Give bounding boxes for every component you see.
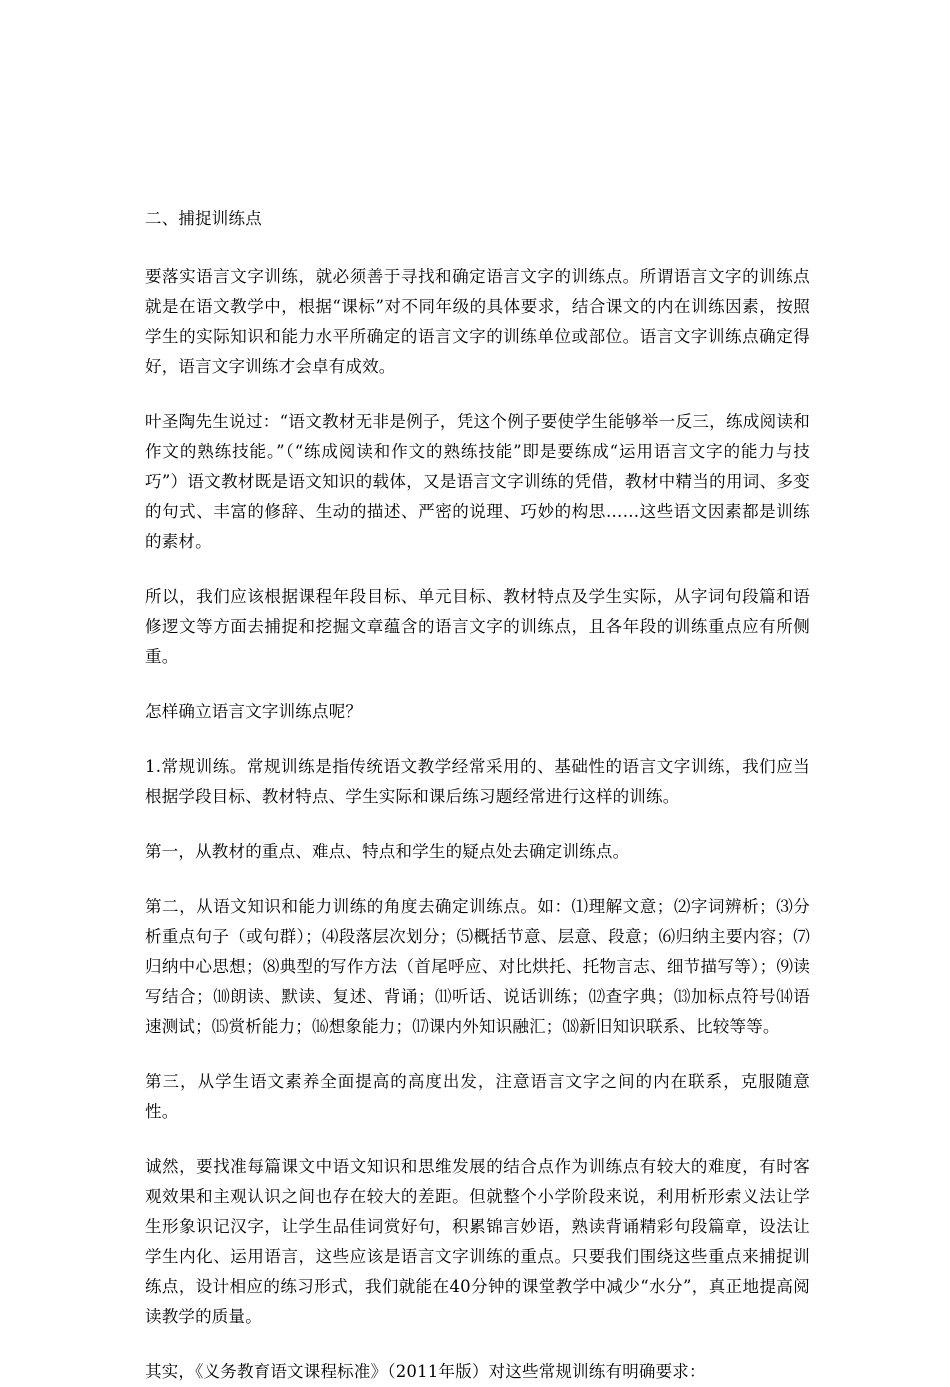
paragraph-therefore: 所以，我们应该根据课程年段目标、单元目标、教材特点及学生实际，从字词句段篇和语修逻文等方面去捕捉和挖掘文章蕴含的语言文字的训练点，且各年段的训练重点应有所侧重。 bbox=[145, 587, 810, 666]
paragraph-question: 怎样确立语言文字训练点呢？ bbox=[145, 702, 363, 721]
paragraph-training-point-definition: 要落实语言文字训练，就必须善于寻找和确定语言文字的训练点。所谓语言文字的训练点就是在语文教学中，根据“课标”对不同年级的具体要求，结合课文的内在训练因素，按照学生的实际知识和能力水平所确定的语言文字的训练单位或部位。语言文字训练点确定得好，语言文字训练才会卓有成效。 bbox=[145, 267, 810, 376]
paragraph-indeed: 诚然，要找准每篇课文中语文知识和思维发展的结合点作为训练点有较大的难度，有时客观效果和主观认识之间也存在较大的差距。但就整个小学阶段来说，利用析形索义法让学生形象识记汉字，让学生品佳词赏好句，积累锦言妙语，熟读背诵精彩句段篇章，设法让学生内化、运用语言，这些应该是语言文字训练的重点。只要我们围绕这些重点来捕捉训练点，设计相应的练习形式，我们就能在40分钟的课堂教学中减少“水分”，真正地提高阅读教学的质量。 bbox=[145, 1157, 810, 1326]
section-heading: 二、捕捉训练点 bbox=[145, 209, 262, 228]
paragraph-second: 第二，从语文知识和能力训练的角度去确定训练点。如：⑴理解文意；⑵字词辨析；⑶分析重点句子（或句群）；⑷段落层次划分；⑸概括节意、层意、段意；⑹归纳主要内容；⑺归纳中心思想；⑻典型的写作方法（首尾呼应、对比烘托、托物言志、细节描写等）；⑼读写结合；⑽朗读、默读、复述、背诵；⑾听话、说话训练；⑿查字典；⒀加标点符号⒁语速测试；⒂赏析能力；⒃想象能力；⒄课内外知识融汇；⒅新旧知识联系、比较等等。 bbox=[145, 897, 810, 1036]
paragraph-ye-shengtao-quote: 叶圣陶先生说过：“语文教材无非是例子，凭这个例子要使学生能够举一反三，练成阅读和作文的熟练技能。”（“练成阅读和作文的熟练技能”即是要练成“运用语言文字的能力与技巧”）语文教材既是语文知识的载体，又是语言文字训练的凭借，教材中精当的用词、多变的句式、丰富的修辞、生动的描述、严密的说理、巧妙的构思……这些语文因素都是训练的素材。 bbox=[145, 412, 810, 551]
paragraph-third: 第三，从学生语文素养全面提高的高度出发，注意语言文字之间的内在联系，克服随意性。 bbox=[145, 1072, 810, 1121]
paragraph-curriculum-standard: 其实，《义务教育语文课程标准》（2011年版）对这些常规训练有明确要求： bbox=[145, 1362, 706, 1381]
paragraph-routine-training: 1.常规训练。常规训练是指传统语文教学经常采用的、基础性的语言文字训练，我们应当根据学段目标、教材特点、学生实际和课后练习题经常进行这样的训练。 bbox=[145, 757, 810, 806]
paragraph-first: 第一，从教材的重点、难点、特点和学生的疑点处去确定训练点。 bbox=[145, 842, 630, 861]
